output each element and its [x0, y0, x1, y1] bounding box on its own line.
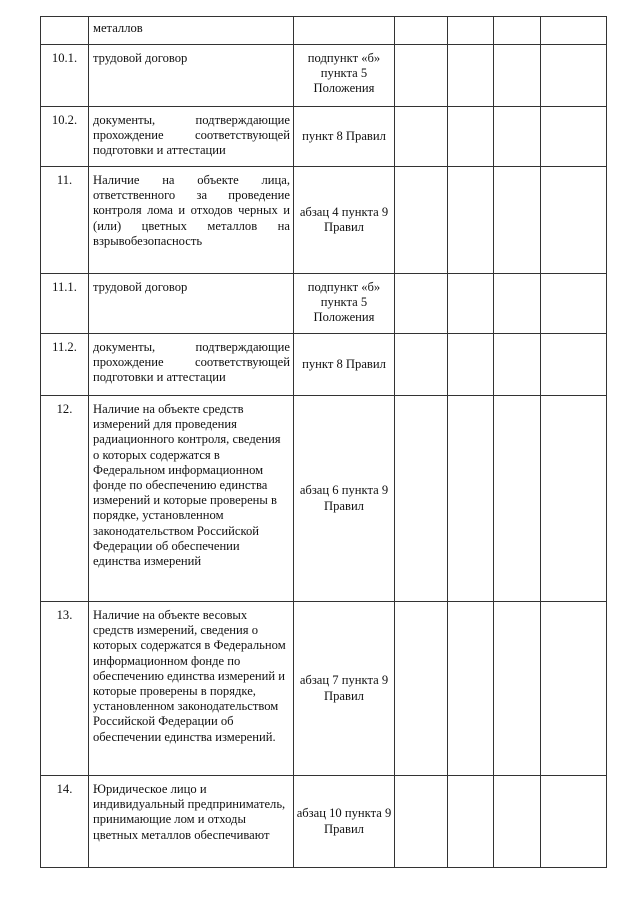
table-row: [41, 602, 607, 776]
row-number: [41, 17, 89, 45]
row-number: 11.: [41, 167, 89, 274]
row-number: 14.: [41, 776, 89, 868]
table-row: [41, 45, 607, 107]
requirement-text: трудовой договор: [89, 45, 294, 107]
answer-cell-no[interactable]: [448, 17, 494, 45]
requirement-text: Наличие на объекте весовых средств измерений, сведения о которых содержатся в Федеральном информационном фонде по обеспечению единства измерений и которые проверены в порядке, установленном законодательством Российской Федерации об обеспечении единства измерений.: [89, 602, 294, 776]
requirement-text: Наличие на объекте лица, ответственного за проведение контроля лома и отходов черных и (или) цветных металлов на взрывобезопасность: [89, 167, 294, 274]
requirement-text: Юридическое лицо и индивидуальный предприниматель, принимающие лом и отходы цветных металлов обеспечивают: [89, 776, 294, 868]
answer-cell-no[interactable]: [448, 602, 494, 776]
requirement-text: трудовой договор: [89, 274, 294, 334]
legal-reference: абзац 4 пункта 9 Правил: [294, 167, 395, 274]
table-row: [41, 274, 607, 334]
requirement-text: документы, подтверждающие прохождение соответствующей подготовки и аттестации: [89, 107, 294, 167]
answer-cell-yes[interactable]: [395, 274, 448, 334]
table-row: [41, 334, 607, 396]
comment-cell[interactable]: [541, 17, 607, 45]
answer-cell-na[interactable]: [494, 334, 541, 396]
row-number: 11.1.: [41, 274, 89, 334]
row-number: 12.: [41, 396, 89, 602]
legal-reference: пункт 8 Правил: [294, 334, 395, 396]
comment-cell[interactable]: [541, 107, 607, 167]
legal-reference: пункт 8 Правил: [294, 107, 395, 167]
answer-cell-na[interactable]: [494, 45, 541, 107]
answer-cell-no[interactable]: [448, 107, 494, 167]
legal-reference: подпункт «б» пункта 5 Положения: [294, 45, 395, 107]
table-row: [41, 107, 607, 167]
table-row: [41, 167, 607, 274]
requirement-text: металлов: [89, 17, 294, 45]
answer-cell-na[interactable]: [494, 396, 541, 602]
comment-cell[interactable]: [541, 334, 607, 396]
answer-cell-yes[interactable]: [395, 17, 448, 45]
answer-cell-no[interactable]: [448, 334, 494, 396]
requirement-text: документы, подтверждающие прохождение соответствующей подготовки и аттестации: [89, 334, 294, 396]
comment-cell[interactable]: [541, 776, 607, 868]
answer-cell-na[interactable]: [494, 167, 541, 274]
answer-cell-no[interactable]: [448, 45, 494, 107]
answer-cell-na[interactable]: [494, 776, 541, 868]
comment-cell[interactable]: [541, 396, 607, 602]
row-number: 10.1.: [41, 45, 89, 107]
answer-cell-no[interactable]: [448, 776, 494, 868]
answer-cell-yes[interactable]: [395, 167, 448, 274]
answer-cell-yes[interactable]: [395, 602, 448, 776]
answer-cell-yes[interactable]: [395, 45, 448, 107]
table-row: [41, 17, 607, 45]
legal-reference: подпункт «б» пункта 5 Положения: [294, 274, 395, 334]
comment-cell[interactable]: [541, 45, 607, 107]
answer-cell-no[interactable]: [448, 396, 494, 602]
legal-reference: [294, 17, 395, 45]
comment-cell[interactable]: [541, 602, 607, 776]
table-row: [41, 776, 607, 868]
row-number: 11.2.: [41, 334, 89, 396]
answer-cell-na[interactable]: [494, 17, 541, 45]
table-row: [41, 396, 607, 602]
answer-cell-no[interactable]: [448, 274, 494, 334]
legal-reference: абзац 10 пункта 9 Правил: [294, 776, 395, 868]
answer-cell-na[interactable]: [494, 602, 541, 776]
requirement-text: Наличие на объекте средств измерений для проведения радиационного контроля, сведения о которых содержатся в Федеральном информационном фонде по обеспечению единства измерений и которые проверены в порядке, установленном законодательством Российской Федерации об обеспечении единства измерений: [89, 396, 294, 602]
answer-cell-na[interactable]: [494, 274, 541, 334]
answer-cell-yes[interactable]: [395, 776, 448, 868]
legal-reference: абзац 7 пункта 9 Правил: [294, 602, 395, 776]
row-number: 13.: [41, 602, 89, 776]
answer-cell-na[interactable]: [494, 107, 541, 167]
legal-reference: абзац 6 пункта 9 Правил: [294, 396, 395, 602]
row-number: 10.2.: [41, 107, 89, 167]
answer-cell-yes[interactable]: [395, 396, 448, 602]
answer-cell-yes[interactable]: [395, 107, 448, 167]
comment-cell[interactable]: [541, 167, 607, 274]
requirements-table: [40, 16, 607, 868]
answer-cell-no[interactable]: [448, 167, 494, 274]
answer-cell-yes[interactable]: [395, 334, 448, 396]
comment-cell[interactable]: [541, 274, 607, 334]
